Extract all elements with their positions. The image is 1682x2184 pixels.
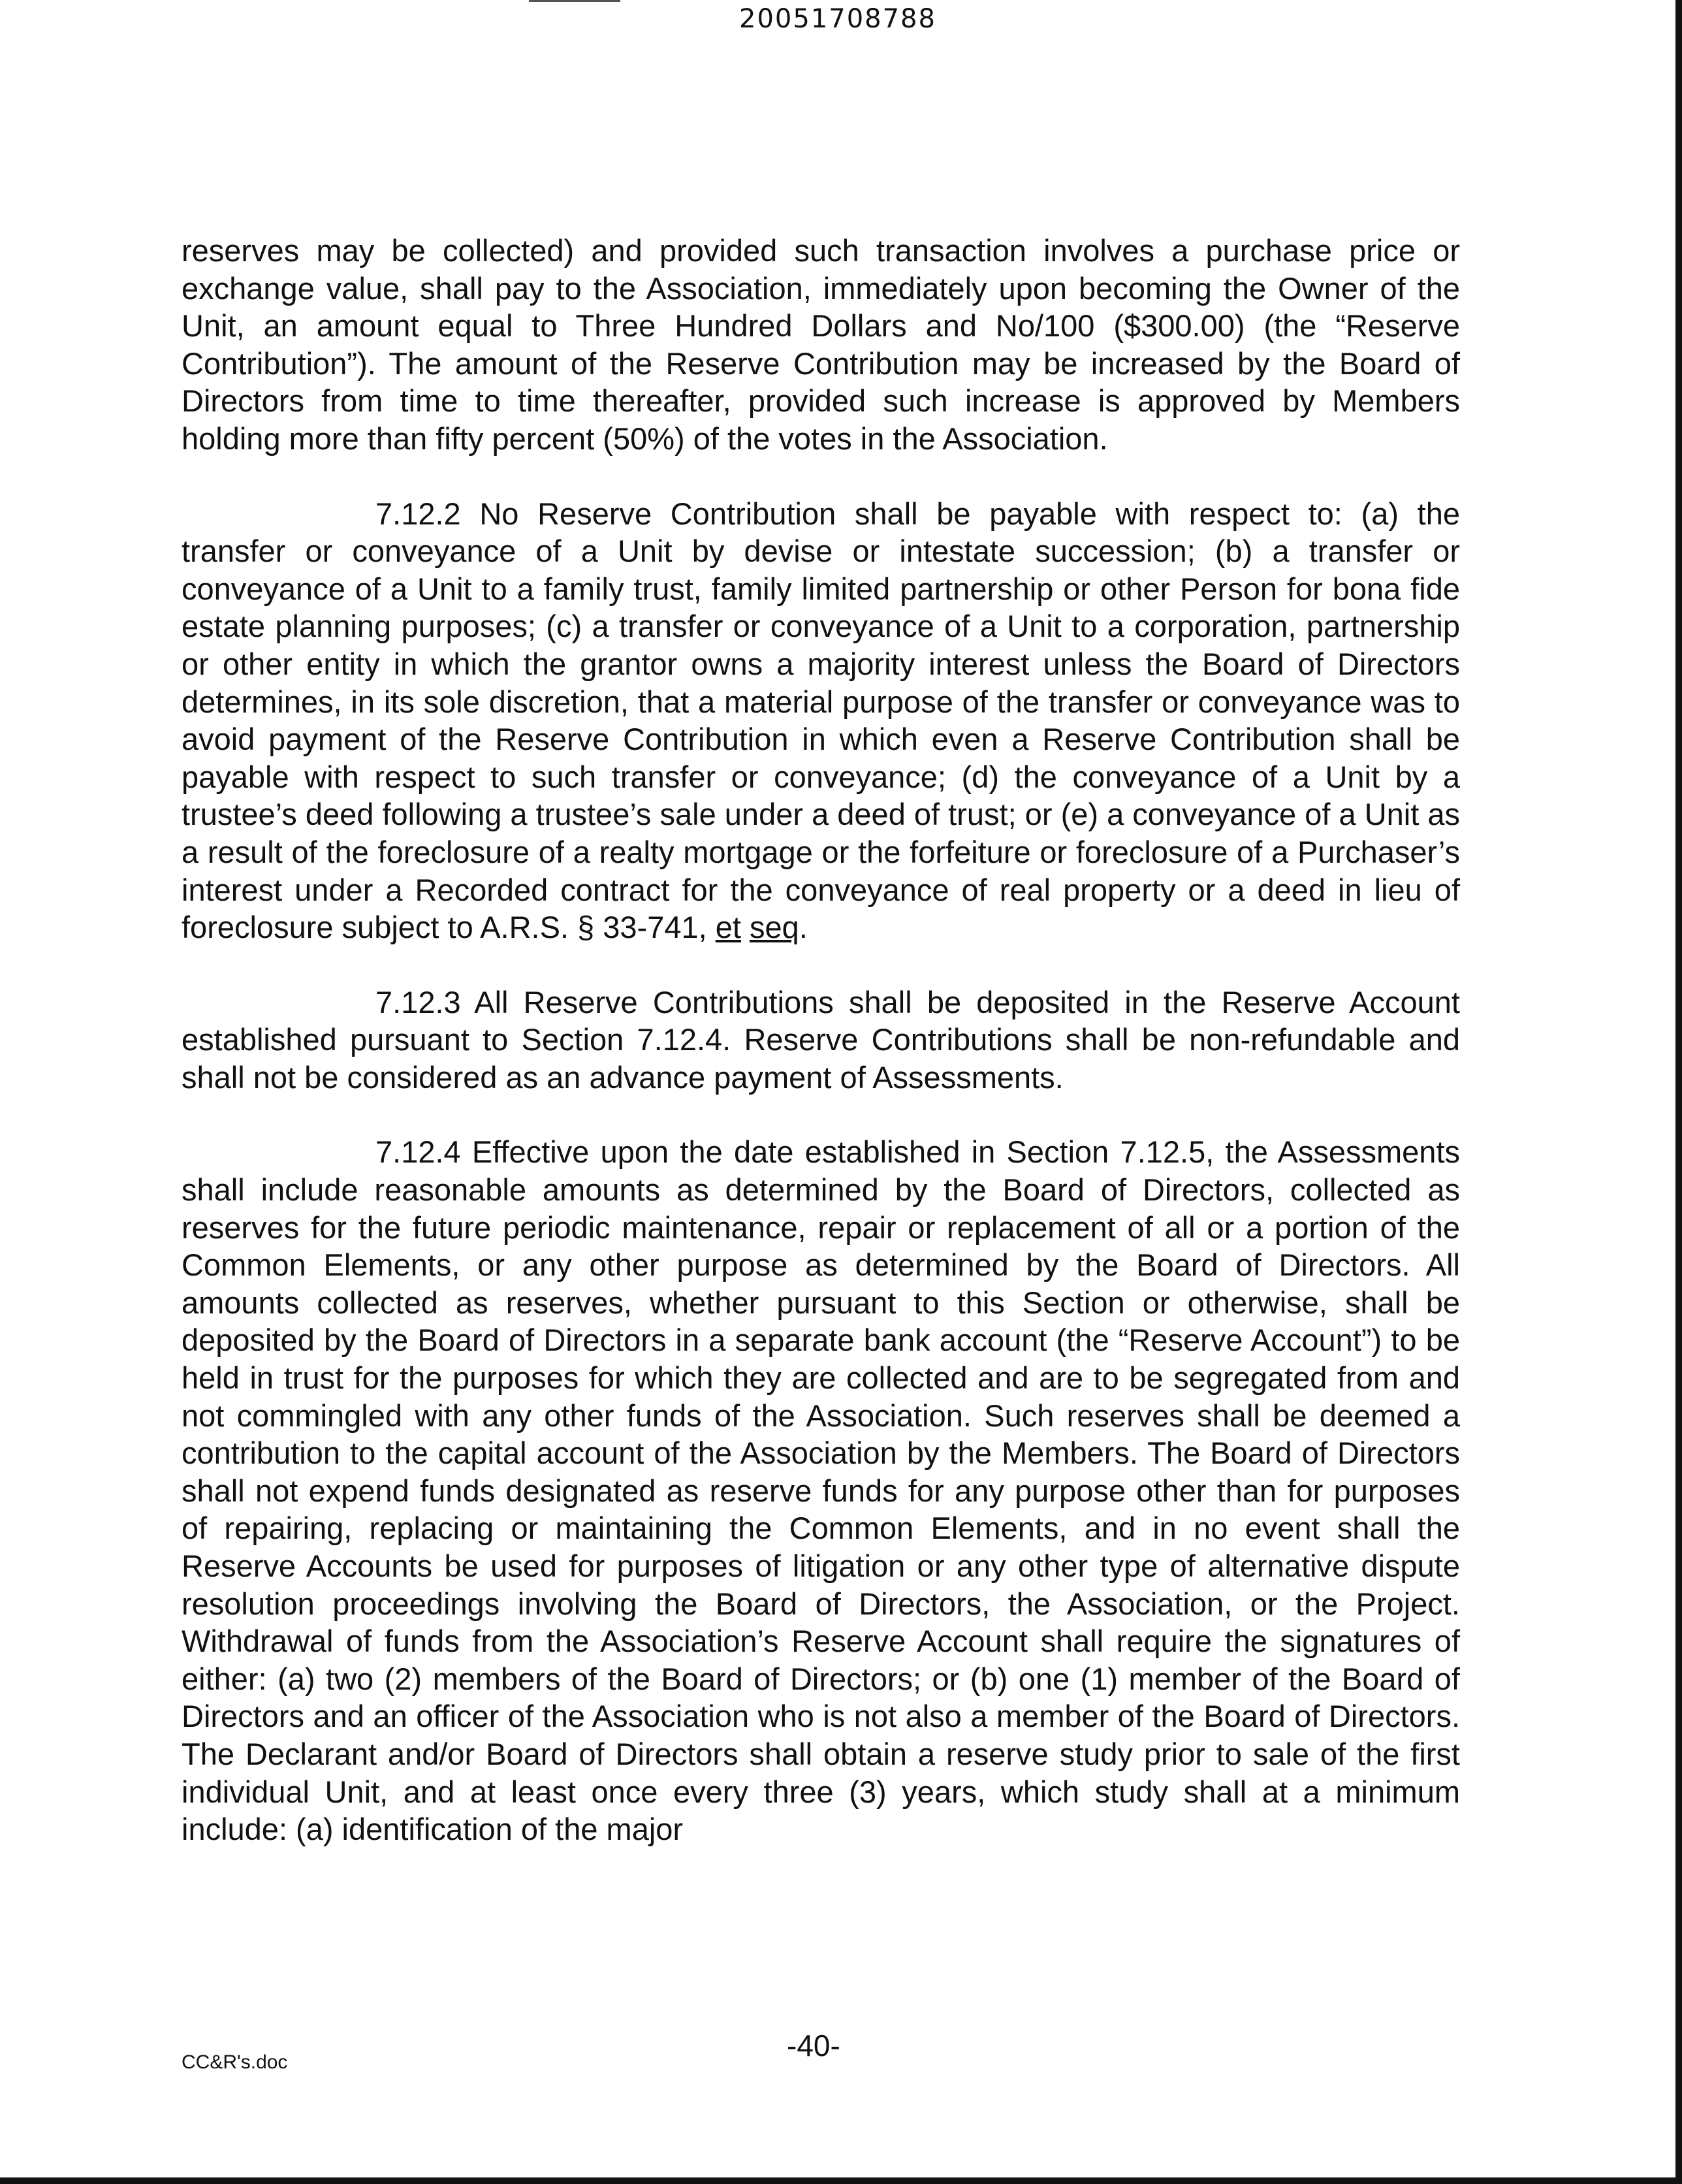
page-number: -40-: [787, 2029, 840, 2063]
scan-mark: [529, 0, 620, 2]
paragraph-7-12-3: 7.12.3 All Reserve Contributions shall be deposited in the Reserve Account established pursuant to Section 7.12.4. Reserve Contributions shall be non-refundable and shall not be considered as an advance payment of Assessments.: [182, 984, 1460, 1095]
footer-filename: CC&R's.doc: [182, 2051, 288, 2073]
paragraph-7-12-2-end: .: [799, 910, 808, 945]
et-underlined: et: [715, 910, 741, 945]
scan-border-bottom: [0, 2177, 1682, 2184]
document-id: 20051708788: [739, 4, 936, 34]
paragraph-7-12-4: 7.12.4 Effective upon the date established in Section 7.12.5, the Assessments shall include reasonable amounts as determined by the Board of Directors, collected as reserves for the future periodic maintenance, repair or replacement of all or a portion of the Common Elements, or any other purpose as determined by the Board of Directors. All amounts collected as reserves, whether pursuant to this Section or otherwise, shall be deposited by the Board of Directors in a separate bank account (the “Reserve Account”) to be held in trust for the purposes for which they are collected and are to be segregated from and not commingled with any other funds of the Association. Such reserves shall be deemed a contribution to the capital account of the Association by the Members. The Board of Directors shall not expend funds designated as reserve funds for any purpose other than for purposes of repairing, replacing or maintaining the Common Elements, and in no event shall the Reserve Accounts be used for purposes of litigation or any other type of alternative dispute resolution proceedings involving the Board of Directors, the Association, or the Project. Withdrawal of funds from the Association’s Reserve Account shall require the signatures of either: (a) two (2) members of the Board of Directors; or (b) one (1) member of the Board of Directors and an officer of the Association who is not also a member of the Board of Directors. The Declarant and/or Board of Directors shall obtain a reserve study prior to sale of the first individual Unit, and at least once every three (3) years, which study shall at a minimum include: (a) identification of the major: [182, 1134, 1460, 1847]
scan-border-right: [1675, 0, 1682, 2184]
seq-underlined: seq: [750, 910, 799, 945]
paragraph-continuation: reserves may be collected) and provided such transaction involves a purchase price or exchange value, shall pay to the Association, immediately upon becoming the Owner of the Unit, an amount equal to Three Hundred Dollars and No/100 ($300.00) (the “Reserve Contribution”). The amount of the Reserve Contribution may be increased by the Board of Directors from time to time thereafter, provided such increase is approved by Members holding more than fifty percent (50%) of the votes in the Association.: [182, 233, 1460, 456]
document-body: [182, 232, 1460, 1848]
paragraph-7-12-2-text: 7.12.2 No Reserve Contribution shall be payable with respect to: (a) the transfer or conveyance of a Unit by devise or intestate succession; (b) a transfer or conveyance of a Unit to a family trust, family limited partnership or other Person for bona fide estate planning purposes; (c) a transfer or conveyance of a Unit to a corporation, partnership or other entity in which the grantor owns a majority interest unless the Board of Directors determines, in its sole discretion, that a material purpose of the transfer or conveyance was to avoid payment of the Reserve Contribution in which even a Reserve Contribution shall be payable with respect to such transfer or conveyance; (d) the conveyance of a Unit by a trustee’s deed following a trustee’s sale under a deed of trust; or (e) a conveyance of a Unit as a result of the foreclosure of a realty mortgage or the forfeiture or foreclosure of a Purchaser’s interest under a Recorded contract for the conveyance of real property or a deed in lieu of foreclosure subject to A.R.S. § 33-741,: [182, 496, 1460, 945]
paragraph-7-12-2: [182, 495, 1460, 946]
